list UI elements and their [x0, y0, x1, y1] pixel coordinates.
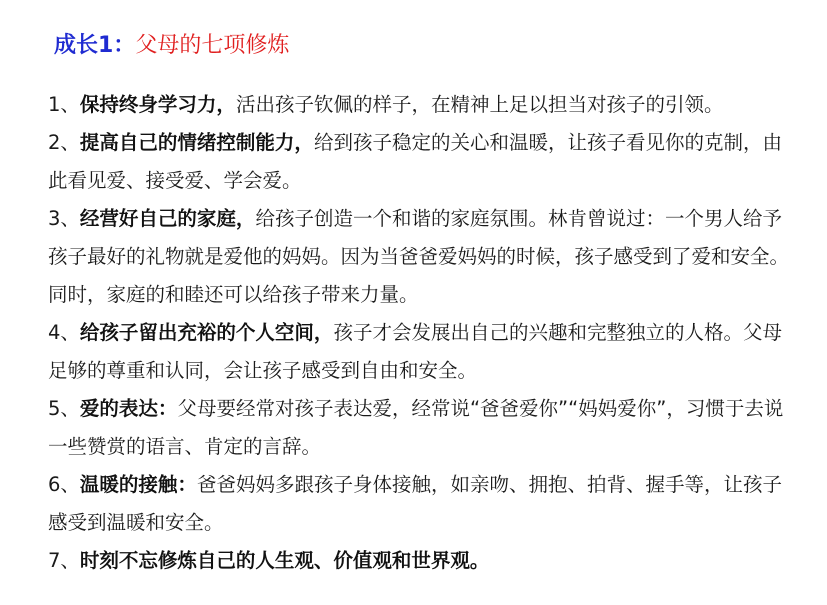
item-body: 给到孩子稳定的关心和温暖，让孩子看见你的克制，由此看见爱、接受爱、学会爱。 — [48, 131, 782, 192]
item-number: 7、 — [48, 549, 80, 572]
item-body: 活出孩子钦佩的样子，在精神上足以担当对孩子的引领。 — [235, 93, 724, 116]
list-item — [48, 200, 800, 314]
item-heading: 经营好自己的家庭， — [79, 207, 256, 230]
list-item — [48, 466, 800, 542]
item-number: 5、 — [48, 397, 80, 420]
list-item — [48, 86, 800, 124]
list-item — [48, 390, 800, 466]
section-title — [54, 30, 289, 62]
item-number: 6、 — [48, 473, 80, 496]
item-heading: 温暖的接触： — [79, 473, 197, 496]
item-body: 给孩子创造一个和谐的家庭氛围。林肯曾说过：一个男人给予孩子最好的礼物就是爱他的妈妈。因为当爸爸爱妈妈的时候，孩子感受到了爱和安全。同时，家庭的和睦还可以给孩子带来力量。 — [48, 207, 790, 306]
item-body: 父母要经常对孩子表达爱，经常说“爸爸爱你”“妈妈爱你”，习惯于去说一些赞赏的语言、肯定的言辞。 — [48, 397, 784, 458]
list-item — [48, 314, 800, 390]
section-title-prefix: 成长1： — [54, 33, 136, 58]
practice-list — [48, 86, 800, 580]
item-heading: 给孩子留出充裕的个人空间， — [79, 321, 334, 344]
item-heading: 爱的表达： — [79, 397, 178, 420]
item-number: 2、 — [48, 131, 80, 154]
item-heading: 时刻不忘修炼自己的人生观、价值观和世界观。 — [79, 549, 490, 572]
list-item — [48, 542, 800, 580]
item-number: 1、 — [48, 93, 80, 116]
section-title-text: 父母的七项修炼 — [135, 33, 290, 58]
list-item — [48, 124, 800, 200]
item-number: 4、 — [48, 321, 80, 344]
item-heading: 提高自己的情绪控制能力， — [79, 131, 314, 154]
item-number: 3、 — [48, 207, 80, 230]
item-heading: 保持终身学习力， — [79, 93, 236, 116]
item-body: 孩子才会发展出自己的兴趣和完整独立的人格。父母足够的尊重和认同，会让孩子感受到自由和安全。 — [48, 321, 782, 382]
item-body: 爸爸妈妈多跟孩子身体接触，如亲吻、拥抱、拍背、握手等，让孩子感受到温暖和安全。 — [48, 473, 782, 534]
